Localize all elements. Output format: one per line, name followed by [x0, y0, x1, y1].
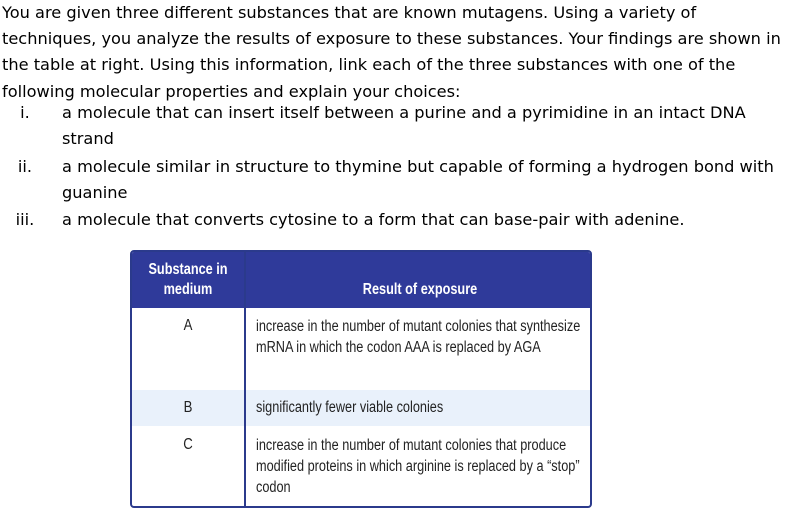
result-cell: increase in the number of mutant colonies that produce modified proteins in which arginine is replaced by a “stop” codon [256, 437, 580, 496]
table-row [132, 426, 590, 508]
list-item-text: a molecule similar in structure to thymine but capable of forming a hydrogen bond with guanine [62, 157, 774, 203]
substance-cell: A [183, 317, 193, 334]
header-result: Result of exposure [362, 281, 478, 298]
result-cell: significantly fewer viable colonies [256, 399, 444, 416]
list-item-number: iii. [15, 210, 35, 229]
table-header [132, 252, 590, 308]
column-divider [244, 252, 246, 506]
question-intro: You are given three different substances that are known mutagens. Using a variety of techniques, you analyze the results of exposure to these substances. Your findings are shown in the table at right. Using this information, link each of the three substances with one of the following molecular properties and explain your choices: [2, 3, 781, 101]
substance-cell: C [183, 436, 193, 453]
list-item-number: ii. [17, 157, 33, 176]
results-table [130, 250, 592, 508]
table-row [132, 308, 590, 390]
table-row [132, 390, 590, 426]
header-substance: Substance in medium [148, 261, 228, 298]
list-item-text: a molecule that converts cytosine to a form that can base-pair with adenine. [62, 210, 685, 229]
list-item-text: a molecule that can insert itself between a purine and a pyrimidine in an intact DNA strand [62, 103, 746, 149]
list-item-number: i. [20, 103, 30, 122]
substance-cell: B [183, 399, 193, 416]
result-cell: increase in the number of mutant colonies that synthesize mRNA in which the codon AAA is replaced by AGA [256, 318, 581, 356]
